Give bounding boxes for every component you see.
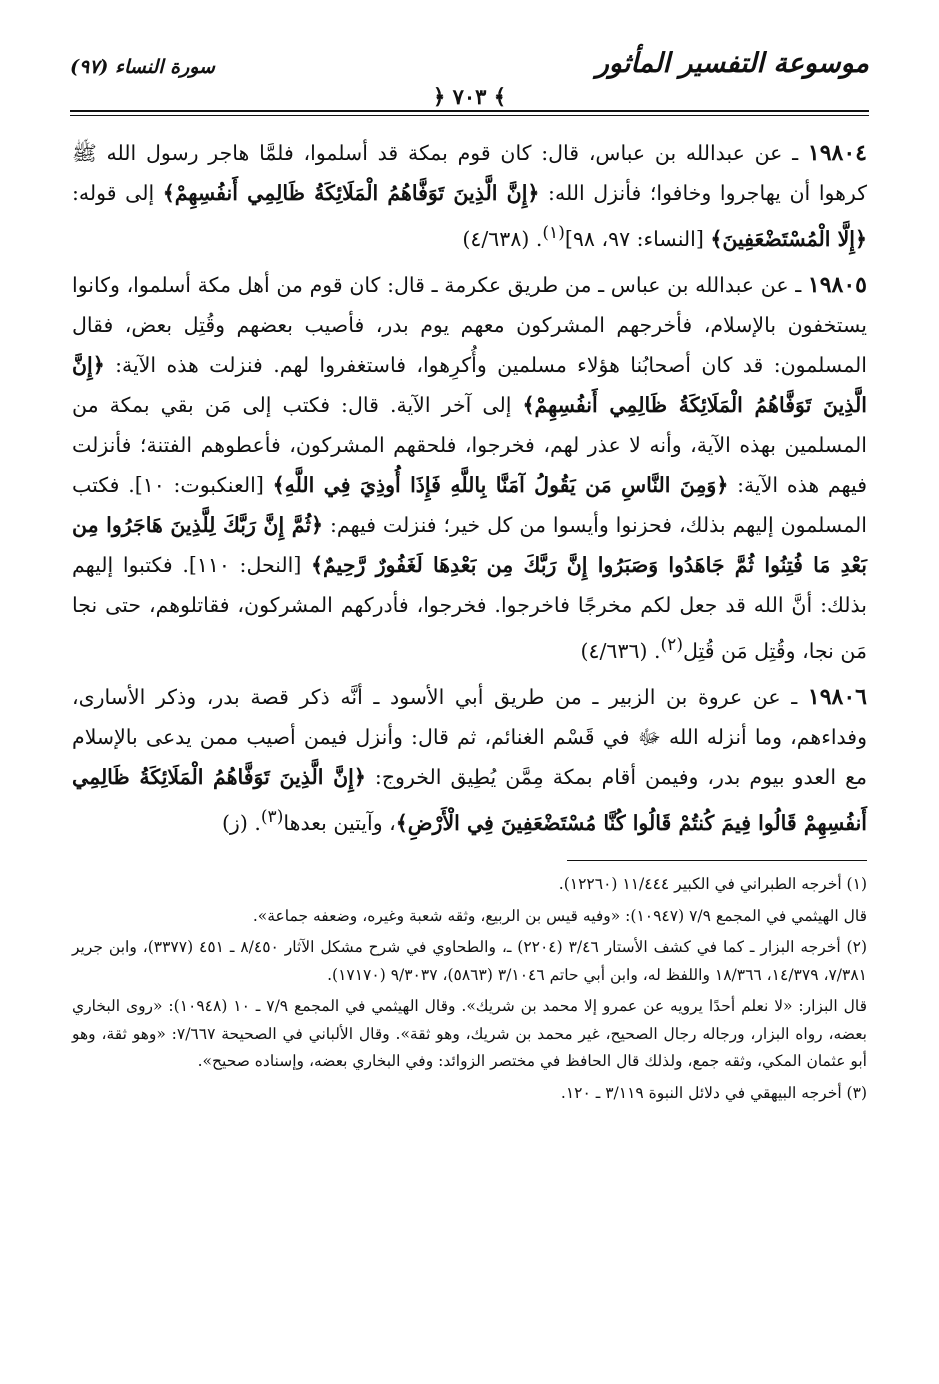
entry-text: إلى قوله: [72,181,163,205]
entry-text: . (ز) [221,810,261,835]
entry-text: [النحل: ١١٠]. فكتبوا إليهم بذلك: أنَّ الله قد جعل لكم مخرجًا فاخرجوا. فخرجوا، فأدركهم المشركون، فقاتلوهم، حتى نجا مَن نجا، وقُتِل مَن قُتِل [72,552,867,663]
page-number: ﴾ ٧٠٣ ﴿ [432,84,507,109]
entry-19806 [72,677,867,843]
header-rule [70,110,869,116]
entry-text: . (٤/٦٣٦) [580,638,661,663]
entry-text: [العنكبوت: ١٠]. فكتب المسلمون إليهم بذلك، فحزنوا وأيسوا من كل خير؛ فنزلت فيهم: [72,472,867,537]
quran-verse: ﴿إِنَّ الَّذِينَ تَوَفَّاهُمُ الْمَلَائِكَةُ ظَالِمِي أَنفُسِهِمْ قَالُوا فِيمَ كُنتُمْ قَالُوا كُنَّا مُسْتَضْعَفِينَ فِي الْأَرْضِ﴾ [72,764,867,835]
entry-19805 [72,265,867,671]
footnote: (٢) أخرجه البزار ـ كما في كشف الأستار ٣/٤٦ (٢٢٠٤) ـ، والطحاوي في شرح مشكل الآثار ٨/٤٥٠ ـ ٤٥١ (٣٣٧٧)، وابن جرير ٧/٣٨١، ١٤/٣٧٩، ١٨/٣٦٦ واللفظ له، وابن أبي حاتم ٣/١٠٤٦ (٥٨٦٣)، ٩/٣٠٣٧ (١٧١٧٠). [72,938,867,984]
main-text [72,133,867,1111]
footnote: (١) أخرجه الطبراني في الكبير ١١/٤٤٤ (١٢٢٦٠). [558,875,867,894]
footnote-separator [567,860,867,861]
entry-text: ـ عن عبدالله بن عباس ـ من طريق عكرمة ـ قال: كان قوم من أهل مكة أسلموا، وكانوا يستخفون بالإسلام، فأخرجهم المشركون معهم يوم بدر، فأصيب بعضهم وقُتِل بعض، فقال المسلمون: قد كان أصحابُنا هؤلاء مسلمين وأُكرِهوا، فاستغفروا لهم. فنزلت هذه الآية: [72,272,867,377]
footnote: قال الهيثمي في المجمع ٧/٩ (١٠٩٤٧): «وفيه قيس بن الربيع، وثقه شعبة وغيره، وضعفه جماعة». [252,906,867,925]
footnote-ref: (١) [542,223,565,243]
quran-verse: ﴿ثُمَّ إِنَّ رَبَّكَ لِلَّذِينَ هَاجَرُوا مِن بَعْدِ مَا فُتِنُوا ثُمَّ جَاهَدُوا وَصَبَرُوا إِنَّ رَبَّكَ مِن بَعْدِهَا لَغَفُورٌ رَّحِيمٌ﴾ [72,512,868,577]
quran-verse: ﴿إِنَّ الَّذِينَ تَوَفَّاهُمُ الْمَلَائِكَةُ ظَالِمِي أَنفُسِهِمْ﴾ [162,181,540,205]
entry-text: ـ عن عبدالله بن عباس، قال: كان قوم بمكة قد أسلموا، فلمَّا هاجر رسول الله ﷺ كرهوا أن يهاجروا وخافوا؛ فأنزل الله: [72,141,867,205]
entry-text: ـ عن عروة بن الزبير ـ من طريق أبي الأسود ـ أنَّه ذكر قصة بدر، وذكر الأسارى، وفداءهم، وما أنزله الله ﷻ في قَسْم الغنائم، ثم قال: وأنزل فيمن أصيب ممن يدعى بالإسلام مع العدو بيوم بدر، وفيمن أقام بمكة مِمَّن يُطِيق الخروج: [72,684,867,789]
page-header [70,48,869,118]
footnote-ref: (٣) [260,806,284,827]
footnote: (٣) أخرجه البيهقي في دلائل النبوة ٣/١١٩ ـ ١٢٠. [560,1083,867,1102]
entry-number: ١٩٨٠٤ [807,140,867,166]
quran-verse: ﴿إِنَّ الَّذِينَ تَوَفَّاهُمُ الْمَلَائِكَةُ ظَالِمِي أَنفُسِهِمْ﴾ [72,352,867,417]
entry-text: إلى آخر الآية. قال: فكتب إلى مَن بقي بمكة من المسلمين بهذه الآية، وأنه لا عذر لهم، فخرجوا، فلحقهم المشركون، فأعطوهم الفتنة؛ فأنزلت فيهم هذه الآية: [72,392,867,497]
footnote: قال البزار: «لا نعلم أحدًا يرويه عن عمرو إلا محمد بن شريك». وقال الهيثمي في المجمع ٧/٩ ـ ١٠ (١٠٩٤٨): «روى البخاري بعضه، رواه البزار، ورجاله رجال الصحيح، غير محمد بن شريك، وهو ثقة». وقال الألباني في الصحيحة ٧/٦٦٧: «وهو ثقة، وهو أبو عثمان المكي، وثقه جمع، ولذلك قال الحافظ في مختصر الزوائد: وفي البخاري بعضه، وإسناده صحيح». [72,997,867,1071]
quran-verse: ﴿وَمِنَ النَّاسِ مَن يَقُولُ آمَنَّا بِاللَّهِ فَإِذَا أُوذِيَ فِي اللَّهِ﴾ [272,472,729,497]
book-title: موسوعة التفسير المأثور [595,48,869,79]
entry-text: ، وآيتين بعدها [283,810,396,835]
entry-number: ١٩٨٠٥ [807,271,867,298]
entry-19804 [72,133,867,259]
quran-verse: ﴿إِلَّا الْمُسْتَضْعَفِينَ﴾ [710,226,867,251]
footnote-ref: (٢) [660,634,684,655]
surah-title: سورة النساء (٩٧) [70,56,215,78]
entry-number: ١٩٨٠٦ [807,683,867,710]
footnotes [72,871,867,1107]
entry-text: . (٤/٦٣٨) [462,226,543,251]
entry-text: [النساء: ٩٧، ٩٨] [564,226,711,251]
